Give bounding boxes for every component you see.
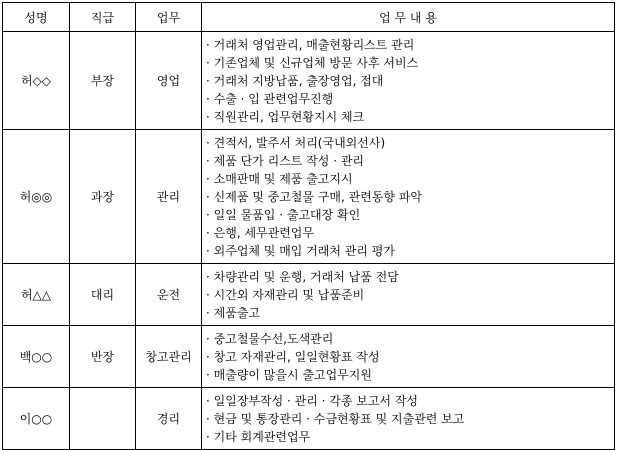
- cell-department: 운전: [136, 264, 202, 326]
- duty-item: · 직원관리, 업무현황지시 체크: [206, 110, 365, 124]
- header-row: [3, 3, 615, 32]
- cell-name: 허△△: [3, 264, 70, 326]
- table-row: [3, 32, 615, 130]
- cell-department: 관리: [136, 130, 202, 264]
- cell-position: 대리: [70, 264, 136, 326]
- cell-name: 허◇◇: [3, 32, 70, 130]
- duty-item: · 창고 자재관리, 일일현황표 작성: [206, 350, 380, 364]
- duty-item: · 신제품 및 중고철물 구매, 관련동향 파악: [206, 190, 422, 204]
- duty-item: · 견적서, 발주서 처리(국내외선사): [206, 136, 386, 150]
- header-duties: 업 무 내 용: [202, 3, 615, 32]
- header-name: 성명: [3, 3, 70, 32]
- cell-duties: [202, 32, 615, 130]
- duty-item: · 기존업체 및 신규업체 방문 사후 서비스: [206, 56, 419, 70]
- table-header: [3, 3, 615, 32]
- table-row: [3, 130, 615, 264]
- duty-item: · 현금 및 통장관리 · 수금현황표 및 지출관련 보고: [206, 412, 465, 426]
- duty-item: · 거래처 지방납품, 출장영업, 접대: [206, 74, 384, 88]
- duty-item: · 제품 단가 리스트 작성 · 관리: [206, 154, 365, 168]
- duty-item: · 매출량이 많을시 출고업무지원: [206, 368, 372, 382]
- cell-position: 과장: [70, 130, 136, 264]
- table-row: [3, 388, 615, 450]
- duty-item: · 수출 · 입 관련업무진행: [206, 92, 334, 106]
- duty-item: · 거래처 영업관리, 매출현황리스트 관리: [206, 38, 415, 52]
- cell-name: 이○○: [3, 388, 70, 450]
- cell-department: 경리: [136, 388, 202, 450]
- cell-position: [70, 388, 136, 450]
- duty-item: · 중고철물수선,도색관리: [206, 332, 334, 346]
- duty-item: · 기타 회계관련업무: [206, 430, 311, 444]
- duty-item: · 소매판매 및 제품 출고지시: [206, 172, 353, 186]
- duty-item: · 외주업체 및 매입 거래처 관리 평가: [206, 244, 395, 258]
- duty-item: · 시간외 자재관리 및 납품준비: [206, 288, 365, 302]
- duty-item: · 일일 물품입 · 출고대장 확인: [206, 208, 361, 222]
- table-body: [3, 32, 615, 450]
- duty-item: · 일일장부작성 · 관리 · 각종 보고서 작성: [206, 394, 419, 408]
- cell-position: 반장: [70, 326, 136, 388]
- document-page: [2, 2, 615, 450]
- cell-department: 창고관리: [136, 326, 202, 388]
- table-row: [3, 264, 615, 326]
- duties-table: [2, 2, 615, 450]
- table-row: [3, 326, 615, 388]
- cell-position: 부장: [70, 32, 136, 130]
- cell-duties: [202, 326, 615, 388]
- header-position: 직급: [70, 3, 136, 32]
- cell-department: 영업: [136, 32, 202, 130]
- cell-duties: [202, 264, 615, 326]
- header-department: 업무: [136, 3, 202, 32]
- cell-name: 허◎◎: [3, 130, 70, 264]
- cell-duties: [202, 388, 615, 450]
- duty-item: · 차량관리 및 운행, 거래처 납품 전담: [206, 270, 399, 284]
- duty-item: · 제품출고: [206, 306, 260, 320]
- cell-duties: [202, 130, 615, 264]
- cell-name: 백○○: [3, 326, 70, 388]
- duty-item: · 은행, 세무관련업무: [206, 226, 314, 240]
